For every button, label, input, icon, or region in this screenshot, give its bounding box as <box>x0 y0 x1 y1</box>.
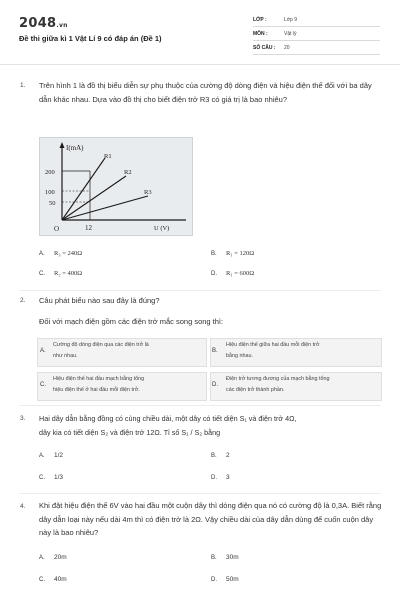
question-number: 2. <box>20 297 26 304</box>
option-letter[interactable]: B. <box>211 251 217 257</box>
question-text: Câu phát biểu nào sau đây là đúng? <box>39 296 160 305</box>
option-letter[interactable]: C. <box>39 577 45 583</box>
option-c-text[interactable]: R₂ = 400Ω <box>54 270 83 277</box>
line-r1 <box>62 158 105 220</box>
question-subtext: Đối với mạch điện gồm các điện trở mắc song song thì: <box>39 317 224 326</box>
option-d-text[interactable]: 50m <box>226 576 239 583</box>
option-d-line1[interactable]: Điện trở tương đương của mạch bằng tổng <box>226 376 330 382</box>
option-d-text[interactable]: R₁ = 600Ω <box>226 270 255 277</box>
option-letter[interactable]: D. <box>211 577 217 583</box>
question-divider <box>19 290 381 291</box>
option-a-text[interactable]: R₃ = 240Ω <box>54 250 83 257</box>
option-c-line1[interactable]: Hiệu điện thế hai đầu mạch bằng tổng <box>53 376 145 382</box>
y-axis-arrow <box>60 142 65 148</box>
option-d-line2[interactable]: các điện trở thành phần. <box>226 387 285 393</box>
option-d-text[interactable]: 3 <box>226 474 230 481</box>
y-tick-label: 200 <box>45 169 55 176</box>
option-b-text[interactable]: R₁ = 120Ω <box>226 250 255 257</box>
option-letter[interactable]: D. <box>212 382 218 388</box>
header-divider <box>0 64 400 65</box>
graph-figure <box>39 137 193 236</box>
y-tick-label: 100 <box>45 189 55 196</box>
question-number: 3. <box>20 415 26 422</box>
option-c-text[interactable]: 40m <box>54 576 67 583</box>
option-letter[interactable]: C. <box>39 271 45 277</box>
option-a-line2[interactable]: như nhau. <box>53 353 78 359</box>
subject-value: Vật lý <box>284 31 297 37</box>
question-number: 4. <box>20 503 26 510</box>
line-r2 <box>62 176 126 220</box>
count-value: 20 <box>284 45 290 51</box>
grade-label: LỚP : <box>253 17 267 23</box>
option-b-line1[interactable]: Hiệu điện thế giữa hai đầu mỗi điện trở <box>226 342 320 348</box>
option-letter[interactable]: A. <box>39 555 45 561</box>
option-letter[interactable]: B. <box>212 348 218 354</box>
question-divider <box>19 405 381 406</box>
grade-value: Lớp 9 <box>284 17 298 23</box>
option-letter[interactable]: C. <box>40 382 46 388</box>
option-b-text[interactable]: 2 <box>226 452 230 459</box>
option-letter[interactable]: D. <box>211 475 217 481</box>
x-axis-label: U (V) <box>154 225 170 232</box>
question-text-line1: Hai dây dẫn bằng đồng có cùng chiều dài, một dây có tiết diện S₁ và điện trở 4Ω, <box>39 414 297 423</box>
option-c-text[interactable]: 1/3 <box>54 474 64 481</box>
option-letter[interactable]: D. <box>211 271 217 277</box>
option-letter[interactable]: B. <box>211 555 217 561</box>
question-divider <box>19 493 381 494</box>
line-label-r1: R1 <box>104 153 112 160</box>
meta-divider <box>253 26 380 27</box>
option-letter[interactable]: A. <box>39 251 45 257</box>
meta-divider <box>253 54 380 55</box>
question-text: Trên hình 1 là đồ thị biểu diễn sự phụ thuộc của cường độ dòng điện và hiệu điện thế đối với ba dây dẫn khác nhau. Dựa vào đồ thị cho biết điện trở R3 có giá trị là bao nhiêu? <box>39 81 372 104</box>
option-a-text[interactable]: 1/2 <box>54 452 64 459</box>
site-logo[interactable]: 2048.vn <box>19 16 68 31</box>
question-text: Khi đặt hiệu điện thế 6V vào hai đầu một cuộn dây thì dòng điện qua nó có cường độ là 0,3A. Biết rằng dây dẫn loại này nếu dài 4m thì có điện trở là 2Ω. Vậy chiều dài của dây dẫn dùng để cuốn cuộn dây này là bao nhiêu? <box>39 501 382 537</box>
line-label-r2: R2 <box>124 169 132 176</box>
question-number: 1. <box>20 82 26 89</box>
document-title: Đề thi giữa kì 1 Vật Lí 9 có đáp án (Đề 1) <box>19 34 162 43</box>
option-b-line2[interactable]: bằng nhau. <box>226 353 253 359</box>
option-a-line1[interactable]: Cường độ dòng điện qua các điện trở là <box>53 342 149 348</box>
option-letter[interactable]: C. <box>39 475 45 481</box>
y-tick-label: 50 <box>49 200 56 207</box>
origin-label: O <box>54 225 60 233</box>
y-axis-label: I(mA) <box>66 144 84 152</box>
option-c-line2[interactable]: hiệu điện thế ở hai đầu mỗi điện trở. <box>53 387 140 393</box>
line-label-r3: R3 <box>144 189 152 196</box>
line-r3 <box>62 196 148 220</box>
option-b-text[interactable]: 30m <box>226 554 239 561</box>
meta-divider <box>253 40 380 41</box>
option-a-text[interactable]: 20m <box>54 554 67 561</box>
subject-label: MÔN : <box>253 31 268 37</box>
option-letter[interactable]: A. <box>40 348 46 354</box>
option-letter[interactable]: A. <box>39 453 45 459</box>
question-text-line2: dây kia có tiết diện S₂ và điện trở 12Ω. Tỉ số S₁ / S₂ bằng <box>39 428 221 437</box>
x-tick-label: 12 <box>85 224 92 232</box>
count-label: SỐ CÂU : <box>253 45 276 51</box>
option-letter[interactable]: B. <box>211 453 217 459</box>
